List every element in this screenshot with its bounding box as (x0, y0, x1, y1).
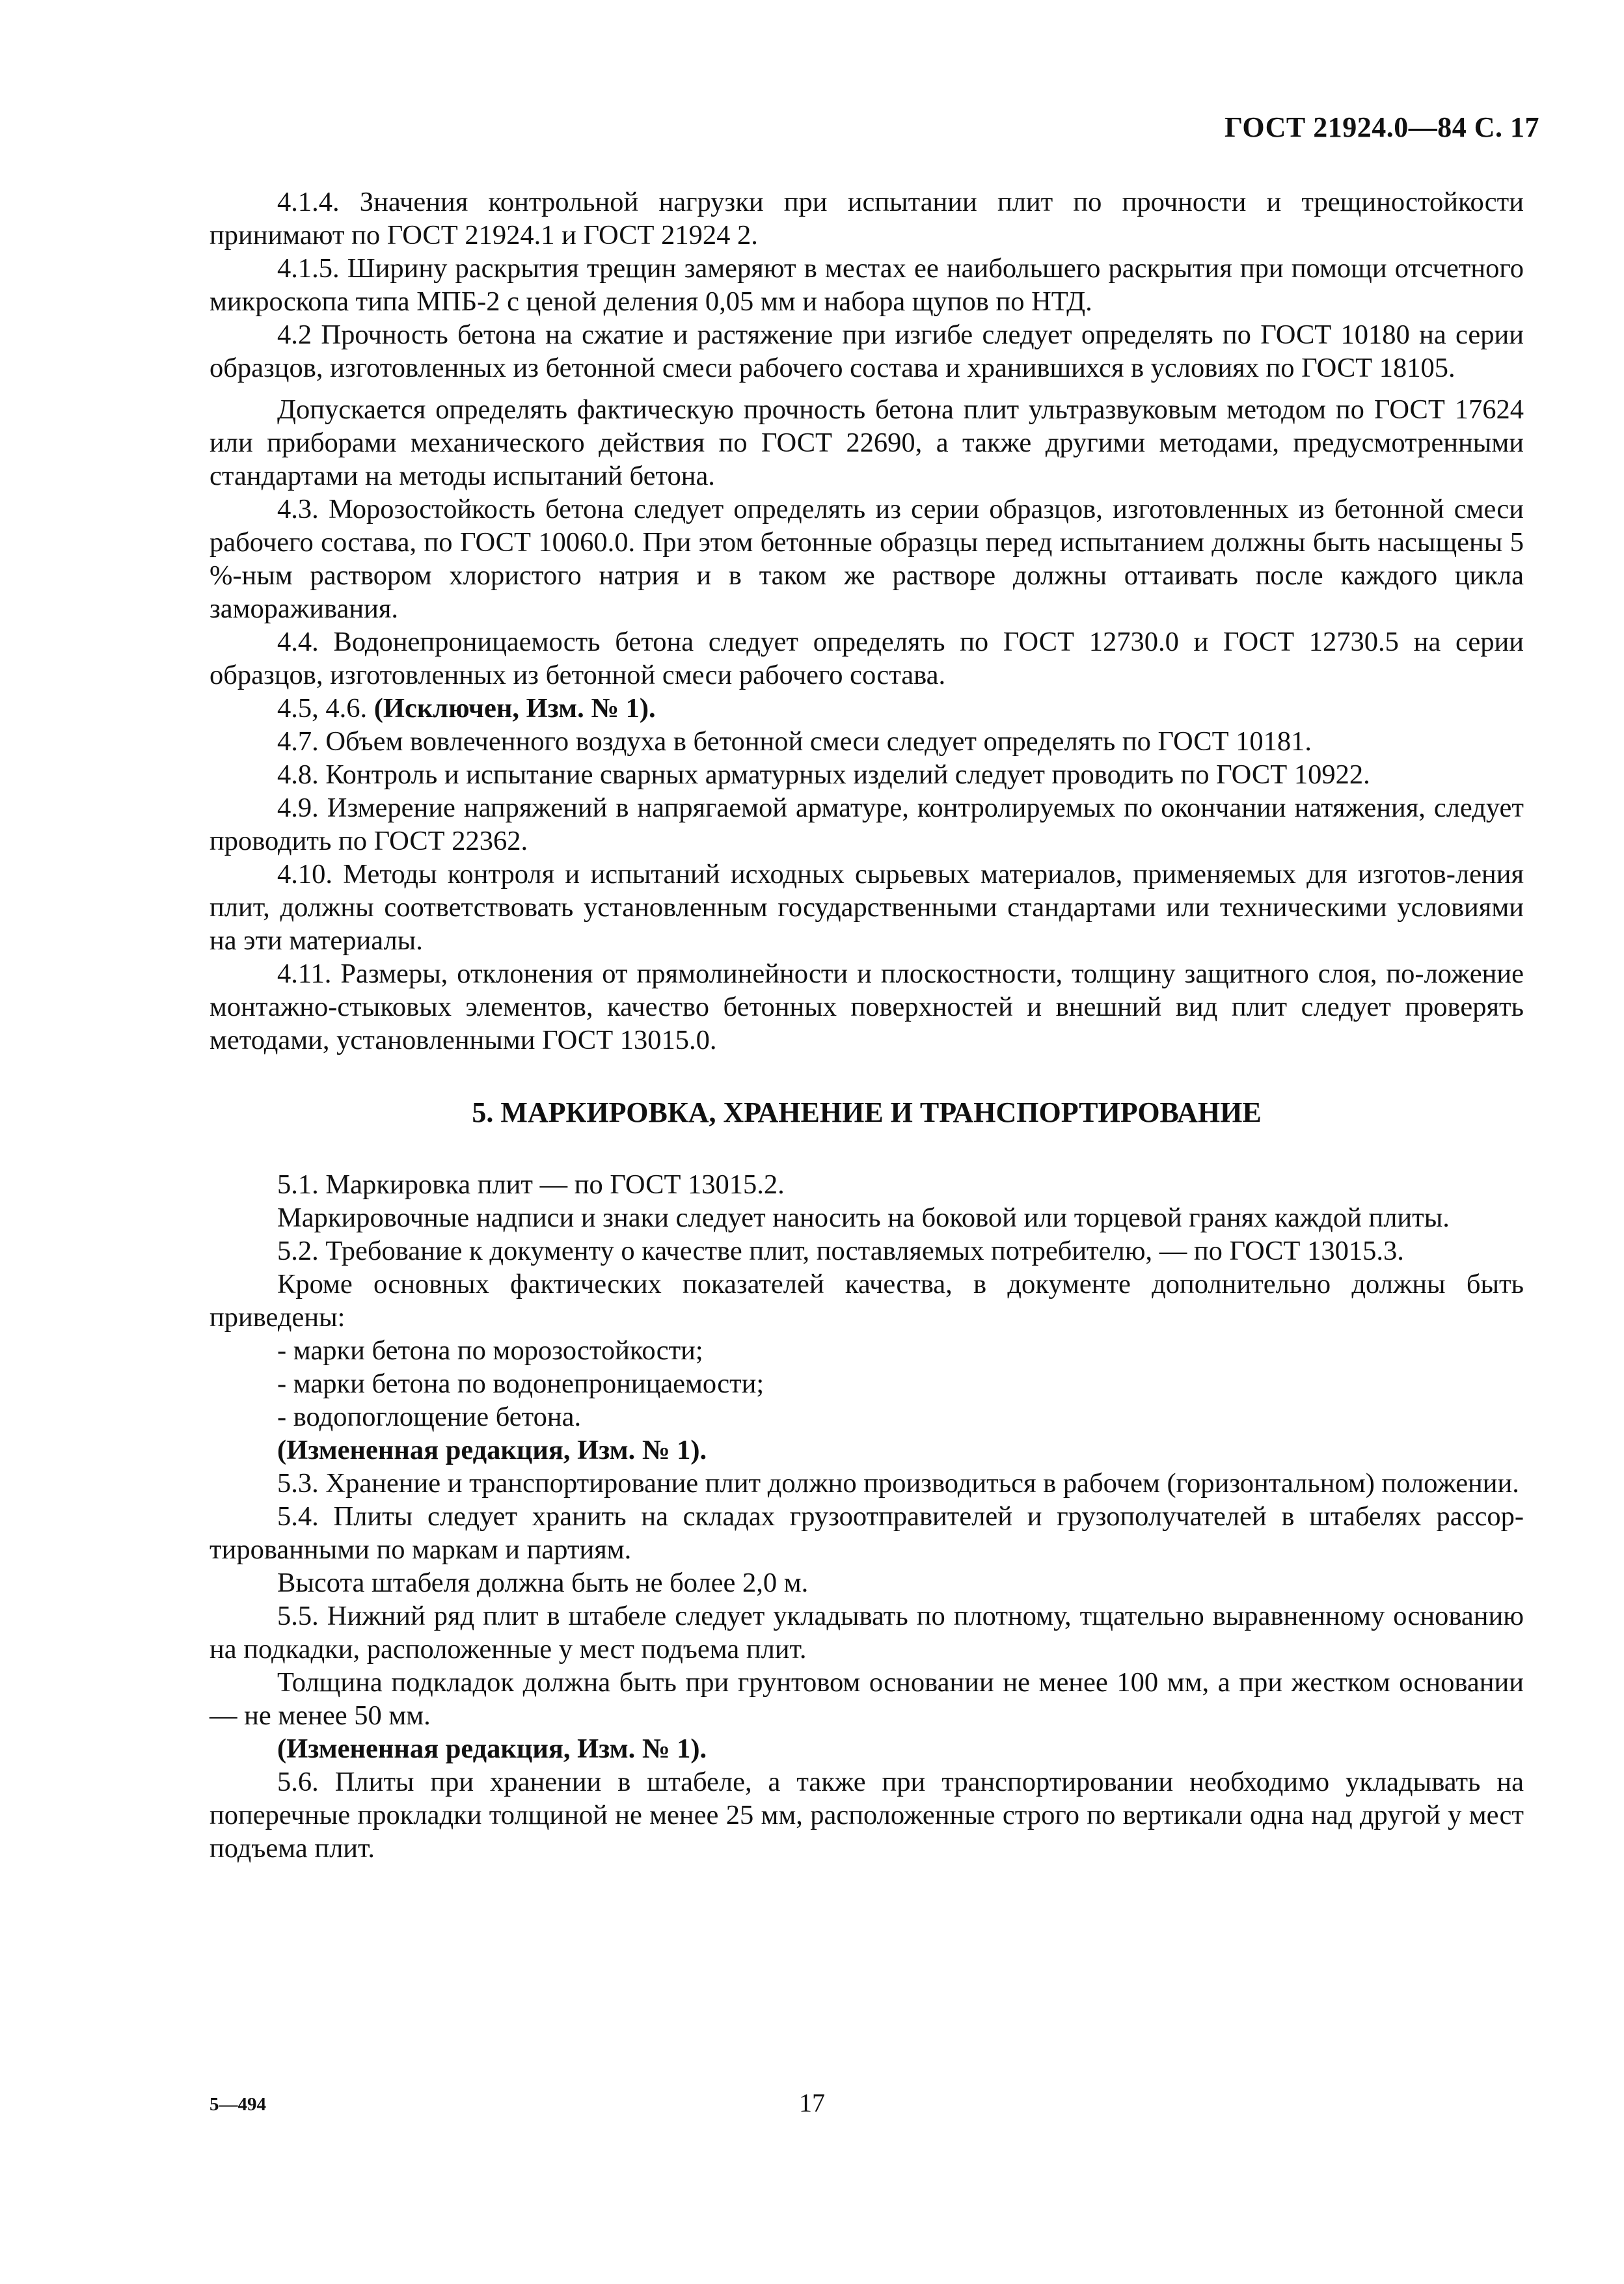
page-number: 17 (799, 2088, 825, 2117)
excluded-note: (Исключен, Изм. № 1). (373, 693, 656, 724)
paragraph-5-3: 5.3. Хранение и транспортирование плит должно производиться в рабочем (горизонтальном) положении. (277, 1468, 1519, 1499)
paragraph-4-10: 4.10. Методы контроля и испытаний исходных сырьевых материалов, применяемых для изготов-ления плит, должны соответствовать установленным государственными стандартами или техническими условиями на эти материалы. (210, 859, 1524, 956)
paragraph-4-9: 4.9. Измерение напряжений в напрягаемой арматуре, контролируемых по окончании натяжения, следует проводить по ГОСТ 22362. (210, 793, 1524, 856)
paragraph-5-5: 5.5. Нижний ряд плит в штабеле следует укладывать по плотному, тщательно выравненному основанию на подкадки, расположенные у мест подъема плит. (210, 1601, 1524, 1665)
paragraph-4-2-addendum: Допускается определять фактическую прочность бетона плит ультразвуковым методом по ГОСТ 17624 или приборами механического действия по ГОСТ 22690, а также другими методами, предусмотренными стандартами на методы испытаний бетона. (210, 394, 1524, 491)
paragraph-4-1-4: 4.1.4. Значения контрольной нагрузки при испытании плит по прочности и трещиностойкости принимают по ГОСТ 21924.1 и ГОСТ 21924 2. (210, 187, 1524, 251)
paragraph-5-1-marking: Маркировочные надписи и знаки следует наносить на боковой или торцевой гранях каждой плиты. (277, 1203, 1450, 1233)
amendment-note: (Измененная редакция, Изм. № 1). (277, 1435, 707, 1465)
paragraph-5-2: 5.2. Требование к документу о качестве плит, поставляемых потребителю, — по ГОСТ 13015.3. (277, 1236, 1404, 1266)
paragraph-5-1: 5.1. Маркировка плит — по ГОСТ 13015.2. (277, 1169, 785, 1200)
excluded-prefix: 4.5, 4.6. (277, 693, 374, 724)
paragraph-4-7: 4.7. Объем вовлеченного воздуха в бетонной смеси следует определять по ГОСТ 10181. (277, 726, 1312, 757)
paragraph-4-11: 4.11. Размеры, отклонения от прямолинейности и плоскостности, толщину защитного слоя, по-ложение монтажно-стыковых элементов, качество бетонных поверхностей и внешний вид плит следует проверять методами, установленными ГОСТ 13015.0. (210, 958, 1524, 1055)
paragraph-4-2: 4.2 Прочность бетона на сжатие и растяжение при изгибе следует определять по ГОСТ 10180 на серии образцов, изготовленных из бетонной смеси рабочего состава и хранившихся в условиях по ГОСТ 18105. (210, 319, 1524, 383)
document-body (210, 185, 1524, 1865)
list-item: - водопоглощение бетона. (277, 1402, 582, 1432)
paragraph-4-8: 4.8. Контроль и испытание сварных арматурных изделий следует проводить по ГОСТ 10922. (277, 759, 1370, 790)
paragraph-4-1-5: 4.1.5. Ширину раскрытия трещин замеряют в местах ее наибольшего раскрытия при помощи отсчетного микроскопа типа МПБ-2 с ценой деления 0,05 мм и набора щупов по НТД. (210, 253, 1524, 317)
page-header: ГОСТ 21924.0—84 С. 17 (1224, 111, 1539, 143)
paragraph-5-6: 5.6. Плиты при хранении в штабеле, а также при транспортировании необходимо укладывать на поперечные прокладки толщиной не менее 25 мм, расположенные строго по вертикали одна над другой у мест подъема плит. (210, 1767, 1524, 1864)
footer-print-code: 5—494 (210, 2094, 266, 2115)
list-item: - марки бетона по морозостойкости; (277, 1335, 703, 1366)
paragraph-5-5-thickness: Толщина подкладок должна быть при грунтовом основании не менее 100 мм, а при жестком основании — не менее 50 мм. (210, 1667, 1524, 1731)
paragraph-5-2-contents: Кроме основных фактических показателей качества, в документе дополнительно должны быть приведены: (210, 1269, 1524, 1333)
section-5-title: 5. МАРКИРОВКА, ХРАНЕНИЕ И ТРАНСПОРТИРОВАНИЕ (472, 1096, 1262, 1128)
paragraph-5-4: 5.4. Плиты следует хранить на складах грузоотправителей и грузополучателей в штабелях рассор-тированными по маркам и партиям. (210, 1501, 1524, 1565)
paragraph-4-3: 4.3. Морозостойкость бетона следует определять из серии образцов, изготовленных из бетонной смеси рабочего состава, по ГОСТ 10060.0. При этом бетонные образцы перед испытанием должны быть насыщены 5 %-ным раствором хлористого натрия и в таком же растворе должны оттаивать после каждого цикла замораживания. (210, 494, 1524, 624)
amendment-note: (Измененная редакция, Изм. № 1). (277, 1733, 707, 1764)
paragraph-4-4: 4.4. Водонепроницаемость бетона следует определять по ГОСТ 12730.0 и ГОСТ 12730.5 на серии образцов, изготовленных из бетонной смеси рабочего состава. (210, 627, 1524, 690)
paragraph-4-5-4-6 (210, 692, 1524, 725)
paragraph-5-4-height: Высота штабеля должна быть не более 2,0 м. (277, 1568, 809, 1598)
list-item: - марки бетона по водонепроницаемости; (277, 1368, 765, 1399)
